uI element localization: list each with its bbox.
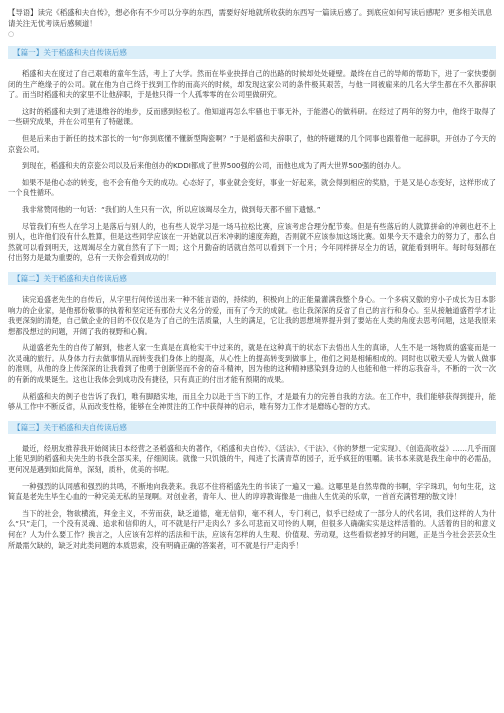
paragraph: 从稻盛和夫的例子也告诉了我们，唯有脚踏实地，而且全力以赴于当下的工作，才是最有力的完善自我的方法。在工作中，我们能够获得到提升，能够从工作中不断反省，从而改变性格，能够在全神贯注的工作中获得神的启示，唯有努力工作才是磨练心智的方式。	[8, 391, 496, 412]
paragraph: 如果不是他心态的转变，也不会有他今天的成功。心态好了，事业就会变好，事业一好起来，就会得到相应的奖励，于是又是心态变好，这样形成了一个良性循环。	[8, 177, 496, 198]
paragraph: 一种强烈的认同感和强烈的共鸣，不断地向我袭来。我忍不住将稻盛先生的书读了一遍又一遍。这哪里是自然卑微的书啊，字字珠玑，句句生花，这简直是老先生毕生心血的一种完美无私的呈现啊。对创业者，青年人、世人的谆谆教诲像是一曲曲人生优美的乐章，一首首充满哲理的散文诗！	[8, 481, 496, 502]
section-title: 【篇三】关于稻盛和夫自传读后感	[8, 421, 496, 434]
section-title: 【篇一】关于稻盛和夫自传读后感	[8, 46, 496, 59]
bullet-mark: ○	[8, 30, 15, 38]
paragraph: 这时的稻盛和夫到了进退维谷的地步，反而感到轻松了。他知道再怎么牢骚也于事无补，于能潜心的做科研。在经过了两年的努力中，他终于取得了一些研究成果，并在公司里有了特磁课。	[8, 106, 496, 127]
paragraph: 尽管我们有些人在学习上是落后与别人的，也有些人说学习是一场马拉松比赛，应该考虑合理分配节奏。但是有些落后的人就算拼命的冲刺也赶不上别人，也许他们没有什么胜算，但是这些同学应该在一开始就以百米冲刺的速度奔跑，否则就不应该参加这场比赛。如果今天不遗余力的努力了，那么自然就可以看到明天，这周竭尽全力就自然有了下一周；这个月勤奋的话就自然可以看到下一个月；今年同样拼尽全力的话，就能看到明年。每时每刻都在付出努力是最为重要的，总有一天你会看到成功的！	[8, 221, 496, 263]
paragraph: 我非常赞同他的一句话：“我们的人生只有一次，所以应该竭尽全力，做到每天都不留下遗憾。”	[22, 204, 321, 214]
section-title: 【篇二】关于稻盛和夫自传读后感	[8, 272, 496, 285]
paragraph: 到现在，稻盛和夫的京瓷公司以及后来他创办的KDDI都成了世界500强的公司，而他也成为了两大世界500强的创办人。	[22, 161, 406, 171]
section-3	[8, 421, 496, 551]
paragraph: 读完追盛老先生的自传后，从字里行间传送出来一种不能言语的，持续的，积极向上的正能量灌满我整个身心。一个多病又傲的穷小子成长为日本影响力的企业家，是他那份敬事的执着和坚定还有那份大义名分的爱，而有了今天的成就。也让我深深的反省了自己的言行和身心。至从接触道盛哲学才让我更深刻的清楚，自己做企业的目的不仅仅是为了自己的生活质量，人生的满足，它让我的思想境界提升到了要站在人类的角度去思考问题，这是我原来想都没想过的问题，开阔了我的视野和心胸。	[8, 294, 496, 336]
section-1	[8, 46, 496, 264]
paragraph: 稻盛和夫在度过了自己艰难的童年生活，考上了大学。然而在毕业抉择自己的出路的时候却处处碰壁。最终在自己的导师的帮助下，进了一家快要倒闭的生产绝缘子的公司。就在他为自己终于找到工作的而高兴的时候，却发现这家公司的条件极其艰苦，与他一同被雇来的几名大学生都在不久都辞职了。而当时稻盛和夫的家里不让他辞职，于是他只得一个人孤零零的在公司里做研究。	[8, 69, 496, 100]
paragraph: 但是后来由于新任的技术部长的一句“你到底懂不懂新型陶瓷啊？”于是稻盛和夫辞职了，他的特磁课的几个同事也跟着他一起辞职，开创办了今天的京瓷公司。	[8, 133, 496, 154]
article-intro: 【导语】读完《稻盛和夫自传》，想必你有不少可以分享的东西，需要好好地就所收获的东西写一篇读后感了。到底应如何写读后感呢？更多相关讯息请关注无忧考读后感频道！	[8, 8, 493, 28]
paragraph: 当下的社会，物欲横流，拜金主义，不劳而获，缺乏道德，毫无信仰，毫不利人，专门利己，似乎已经成了一部分人的代名词，我们这样的人为什么“只”走门，一个没有灵魂、追求和信仰的人，可不就是行尸走肉么？多么可悲而又可怜的人啊，但很多人确确实实是这样活着的。人活着的目的和意义何在？人为什么要工作？换言之，人应该有怎样的活法和干法，应该有怎样的人生观、价值观、劳动观，这些看似老掉牙的问题，正是当今社会芸芸众生所最需欠缺的，缺乏对此类问题的本质思索，没有明确正确的答案者，可不就是行尸走肉乎！	[8, 508, 496, 550]
paragraph: 最近，经朋友推荐我开始阅读日本经营之圣稻盛和夫的著作，《稻盛和夫自传》、《活法》、《干法》、《你的梦想一定实现》、《创造高收益》……几乎而面上能见到的稻盛和夫先生的书我全部买来，仔细阅读。就像一只饥饿的牛，闯进了长满青草的园子，近乎疯狂的咀嚼。读书本来就是我生命中的必需品，更何况是遇到如此简单，深刻，质朴，优美的书呢。	[8, 443, 496, 475]
section-2	[8, 272, 496, 413]
paragraph: 从道盛老先生的自传了解到，他老人家一生真是在真枪实干中过来的，就是在这种真干的状态下去悟出人生的真谛，人生不是一场物质的盛宴而是一次灵魂的旅行。从身体力行去做事情从而转变我们身体上的提高，从心性上的提高转变到做事上，他们之间是相辅相成的。同时也以敬天爱人为做人做事的准则，从他的身上传深深的让我看到了他勇于创新坚而不舍的奋斗精神，因为他的这种精神感染到身边的人也能和他一样的忘我奋斗，不断的一次一次的有新的成果诞生。这也让我体会到成功没有捷径，只有真正的付出才能有预期的成果。	[8, 343, 496, 385]
